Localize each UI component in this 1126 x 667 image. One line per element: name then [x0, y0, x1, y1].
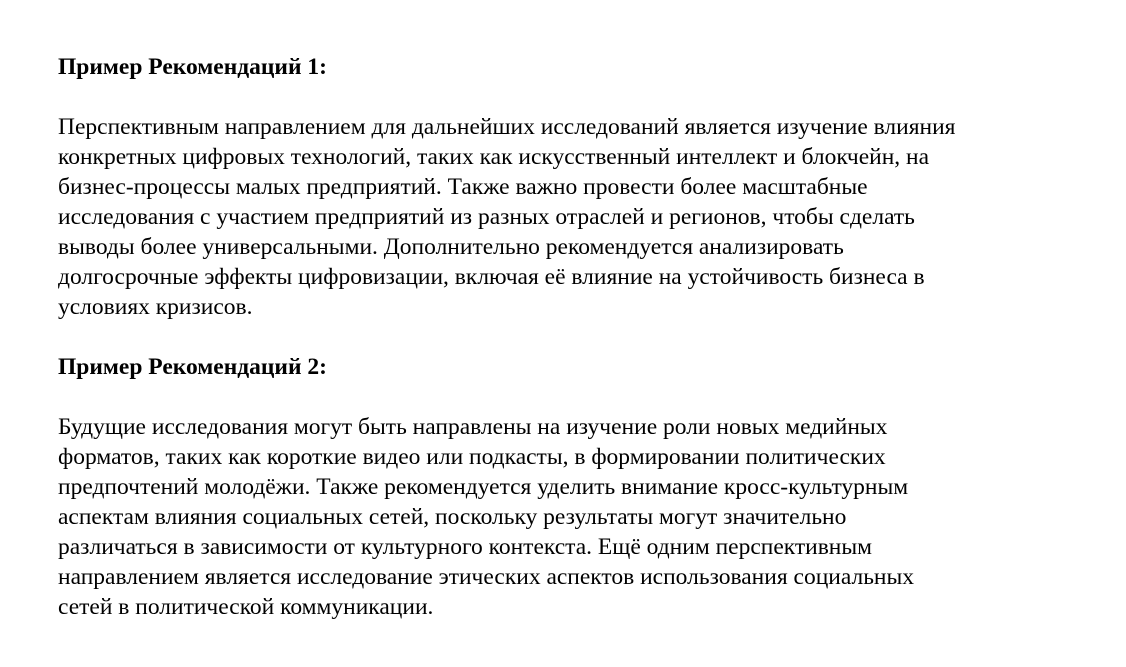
recommendation-section-2	[58, 352, 1068, 622]
paragraph-line: выводы более универсальными. Дополнительно рекомендуется анализировать	[58, 234, 844, 260]
paragraph-line: различаться в зависимости от культурного контекста. Ещё одним перспективным	[58, 534, 873, 560]
section-heading-1: Пример Рекомендаций 1:	[58, 54, 327, 80]
paragraph-line: конкретных цифровых технологий, таких как искусственный интеллект и блокчейн, на	[58, 144, 930, 170]
paragraph-line: долгосрочные эффекты цифровизации, включая её влияние на устойчивость бизнеса в	[58, 264, 925, 290]
paragraph-line: аспектам влияния социальных сетей, поскольку результаты могут значительно	[58, 504, 847, 530]
paragraph-line: исследования с участием предприятий из разных отраслей и регионов, чтобы сделать	[58, 204, 915, 230]
paragraph-line: условиях кризисов.	[58, 294, 253, 320]
spacer	[58, 82, 1068, 112]
paragraph-line: бизнес-процессы малых предприятий. Также важно провести более масштабные	[58, 174, 868, 200]
paragraph-line: предпочтений молодёжи. Также рекомендуется уделить внимание кросс-культурным	[58, 474, 909, 500]
document-body	[58, 52, 1068, 622]
paragraph-line: форматов, таких как короткие видео или подкасты, в формировании политических	[58, 444, 886, 470]
section-heading-2: Пример Рекомендаций 2:	[58, 354, 327, 380]
section-paragraph-2	[58, 412, 1068, 622]
recommendation-section-1	[58, 52, 1068, 322]
paragraph-line: Будущие исследования могут быть направлены на изучение роли новых медийных	[58, 414, 888, 440]
paragraph-line: направлением является исследование этических аспектов использования социальных	[58, 564, 915, 590]
paragraph-line: сетей в политической коммуникации.	[58, 594, 434, 620]
spacer	[58, 322, 1068, 352]
section-paragraph-1	[58, 112, 1068, 322]
paragraph-line: Перспективным направлением для дальнейших исследований является изучение влияния	[58, 114, 956, 140]
spacer	[58, 382, 1068, 412]
